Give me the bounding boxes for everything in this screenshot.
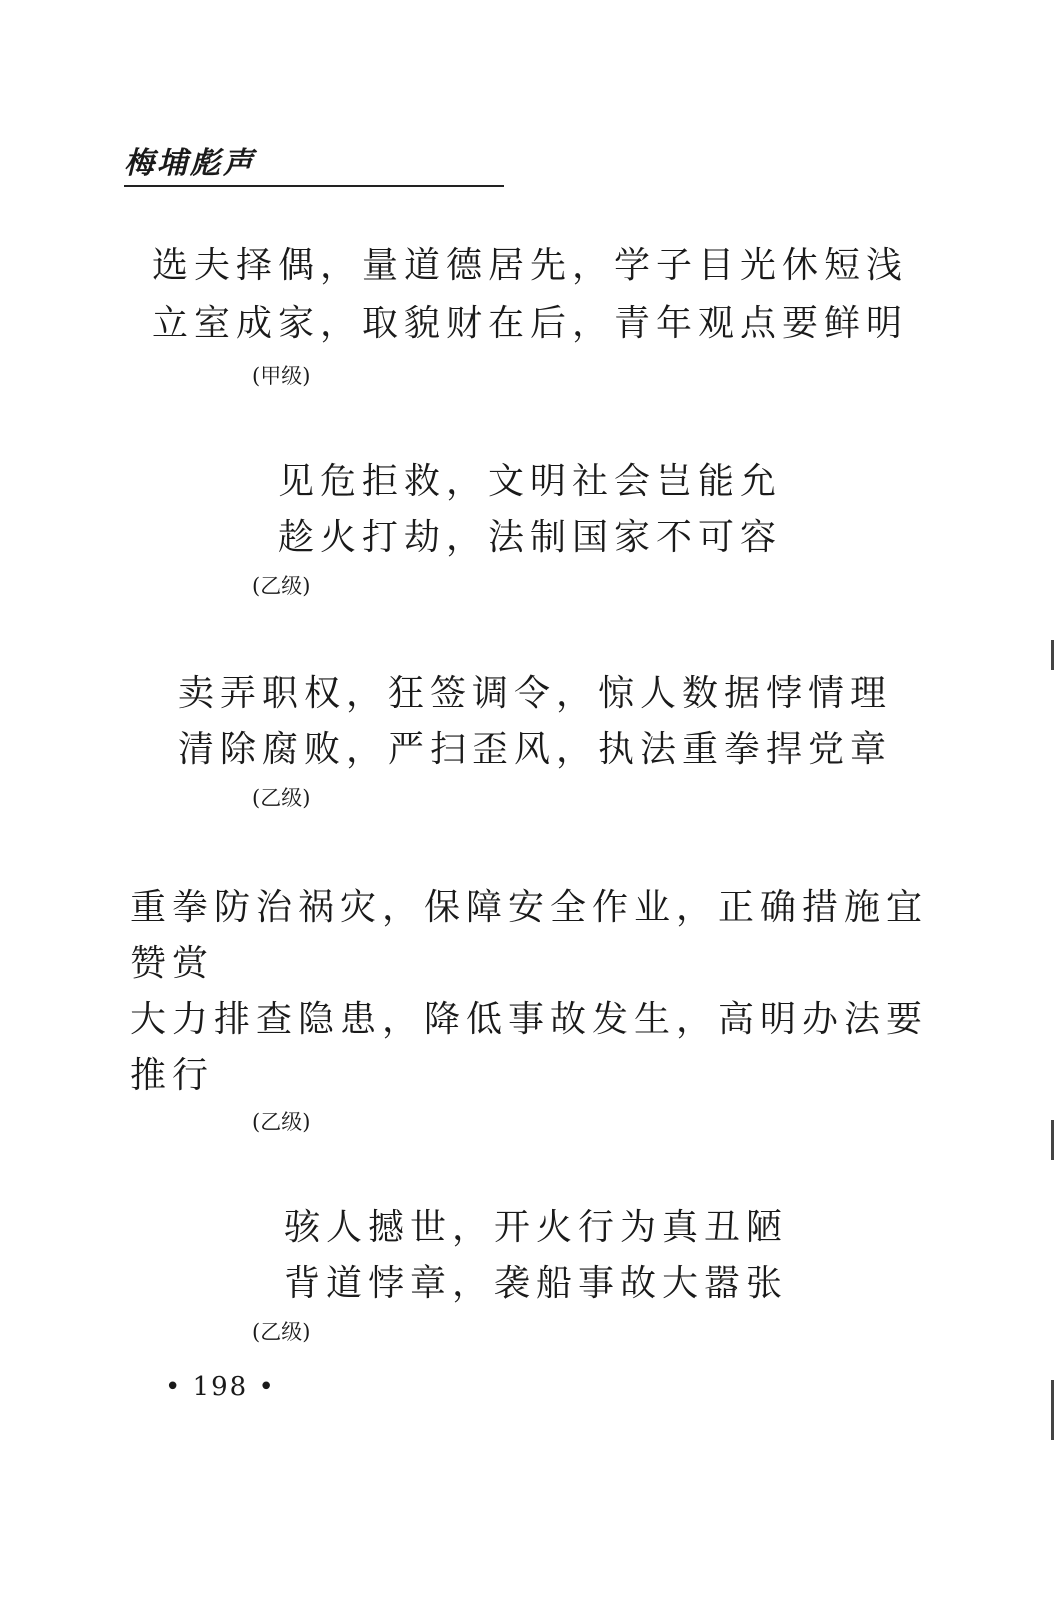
page-header-title: 梅埔彪声 bbox=[124, 146, 256, 181]
page-number: • 198 • bbox=[165, 1372, 276, 1402]
couplet-2-line-2: 趁火打劫，法制国家不可容 bbox=[278, 517, 783, 558]
couplet-4-line-2b: 推行 bbox=[130, 1055, 215, 1096]
page-header bbox=[124, 143, 504, 187]
couplet-5-line-2: 背道悖章，袭船事故大嚣张 bbox=[284, 1263, 789, 1304]
couplet-3-line-1: 卖弄职权，狂签调令，惊人数据悖情理 bbox=[178, 673, 893, 714]
couplet-3-line-2: 清除腐败，严扫歪风，执法重拳捍党章 bbox=[178, 729, 893, 770]
couplet-5-line-1: 骇人撼世，开火行为真丑陋 bbox=[284, 1207, 789, 1248]
couplet-1-line-2: 立室成家，取貌财在后，青年观点要鲜明 bbox=[152, 303, 909, 344]
couplet-2-grade: (乙级) bbox=[252, 574, 311, 598]
couplet-4-grade: (乙级) bbox=[252, 1110, 311, 1134]
couplet-3-grade: (乙级) bbox=[252, 786, 311, 810]
couplet-1-grade: (甲级) bbox=[252, 364, 311, 388]
couplet-4-line-1b: 赞赏 bbox=[130, 943, 215, 984]
couplet-4-line-1a: 重拳防治祸灾，保障安全作业，正确措施宜 bbox=[130, 887, 929, 928]
couplet-5-grade: (乙级) bbox=[252, 1320, 311, 1344]
couplet-2-line-1: 见危拒救，文明社会岂能允 bbox=[278, 461, 783, 502]
couplet-1-line-1: 选夫择偶，量道德居先，学子目光休短浅 bbox=[152, 245, 909, 286]
couplet-4-line-2a: 大力排查隐患，降低事故发生，高明办法要 bbox=[130, 999, 929, 1040]
